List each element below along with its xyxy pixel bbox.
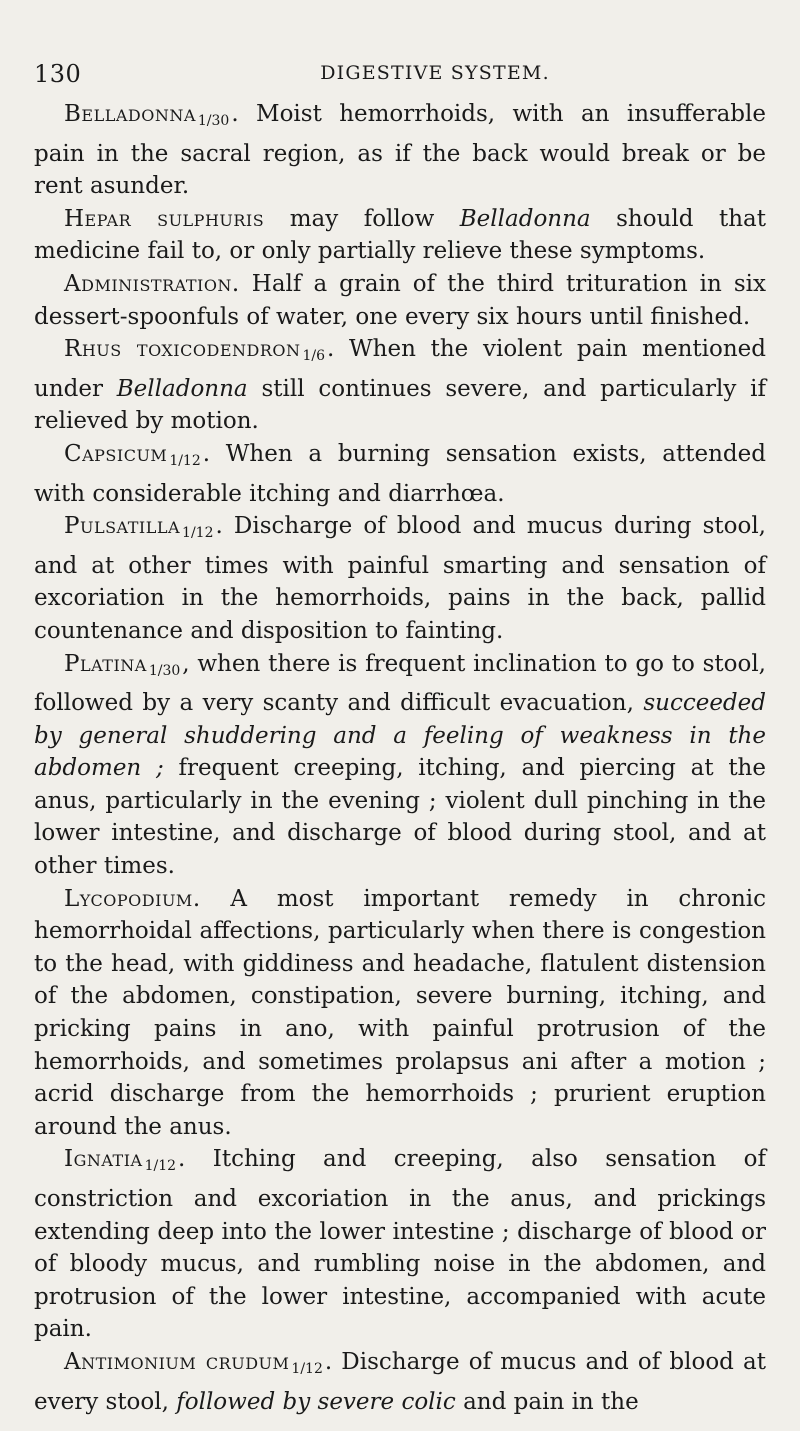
remedy-paragraph — [34, 268, 766, 333]
dose-fraction: 1/12 — [182, 525, 214, 542]
dose-fraction: 1/12 — [169, 452, 201, 469]
remedy-name: Lycopodium. — [64, 885, 201, 912]
remedy-name: Ignatia — [64, 1146, 143, 1173]
italic-text: Belladonna — [116, 375, 248, 402]
remedy-paragraph — [34, 203, 766, 268]
paragraph-text: . Discharge of blood and mucus during stool, and at other times with painful smarting and sensation of excoriation in the hemorrhoids, pains in the back, pallid countenance and disposition to fainting. — [34, 513, 766, 644]
running-head: DIGESTIVE SYSTEM. — [320, 62, 550, 84]
remedy-name: Administration. — [64, 270, 240, 297]
page-body — [34, 98, 766, 1418]
remedy-name: Hepar sulphuris — [64, 205, 265, 232]
paragraph-text: . When a burning sensation exists, attended with considerable itching and diarrhœa. — [34, 440, 766, 507]
remedy-paragraph — [34, 1143, 766, 1346]
paragraph-text-tail: still continues severe, and particularly if relieved by motion. — [34, 375, 766, 435]
paragraph-text: . When the violent pain mentioned under — [34, 336, 767, 402]
remedy-paragraph — [34, 510, 766, 647]
paragraph-text: A most important remedy in chronic hemorrhoidal affections, particularly when there is congestion to the head, with giddiness and headache, flatulent distension of the abdomen, constipation, severe burning, itching, and pricking pains in ano, with painful protrusion of the hemorrhoids, and sometimes prolapsus ani after a motion ; acrid discharge from the hemorrhoids ; prurient eruption around the anus. — [34, 885, 766, 1140]
dose-fraction: 1/12 — [144, 1158, 177, 1175]
remedy-name: Belladonna — [64, 101, 196, 127]
paragraph-text-tail: and pain in the — [455, 1388, 639, 1415]
italic-text: succeeded by general shuddering and a feeling of weakness in the abdomen ; — [34, 690, 766, 782]
remedy-paragraph — [34, 98, 766, 203]
remedy-paragraph — [34, 1346, 766, 1418]
paragraph-text: . Discharge of mucus and of blood at every stool, — [34, 1348, 766, 1415]
paragraph-text: , when there is frequent inclination to go to stool, followed by a very scanty and difficult evacuation, — [34, 650, 766, 717]
remedy-name: Capsicum — [64, 440, 168, 467]
remedy-paragraph — [34, 648, 766, 883]
italic-text: Belladonna — [459, 205, 591, 232]
remedy-paragraph — [34, 438, 766, 510]
page-header — [34, 60, 766, 90]
paragraph-text: may follow — [264, 205, 460, 232]
paragraph-text-tail: should that medicine fail to, or only partially relieve these symptoms. — [34, 205, 766, 265]
remedy-paragraph — [34, 883, 766, 1144]
remedy-name: Rhus toxicodendron — [64, 336, 301, 363]
remedy-name: Antimonium crudum — [64, 1348, 290, 1375]
italic-text: followed by severe colic — [176, 1388, 456, 1415]
paragraph-text: . Moist hemorrhoids, with an insufferable pain in the sacral region, as if the back would break or be rent asunder. — [34, 101, 766, 200]
page-number: 130 — [34, 60, 82, 88]
paragraph-text-tail: frequent creeping, itching, and piercing at the anus, particularly in the evening ; violent dull pinching in the lower intestine, and discharge of blood during stool, and at other times. — [34, 755, 766, 880]
dose-fraction: 1/6 — [302, 348, 326, 365]
remedy-name: Platina — [64, 650, 147, 677]
dose-fraction: 1/12 — [291, 1360, 323, 1377]
remedy-paragraph — [34, 333, 766, 438]
dose-fraction: 1/30 — [148, 662, 181, 679]
remedy-name: Pulsatilla — [64, 513, 181, 540]
dose-fraction: 1/30 — [197, 113, 230, 129]
paragraph-text: Half a grain of the third trituration in six dessert-spoonfuls of water, one every six hours until finished. — [34, 270, 766, 330]
paragraph-text: . Itching and creeping, also sensation of constriction and excoriation in the anus, and prickings extending deep into the lower intestine ; discharge of blood or of bloody mucus, and rumbling noise in the abdomen, and protrusion of the lower intestine, accompanied with acute pain. — [34, 1146, 766, 1343]
